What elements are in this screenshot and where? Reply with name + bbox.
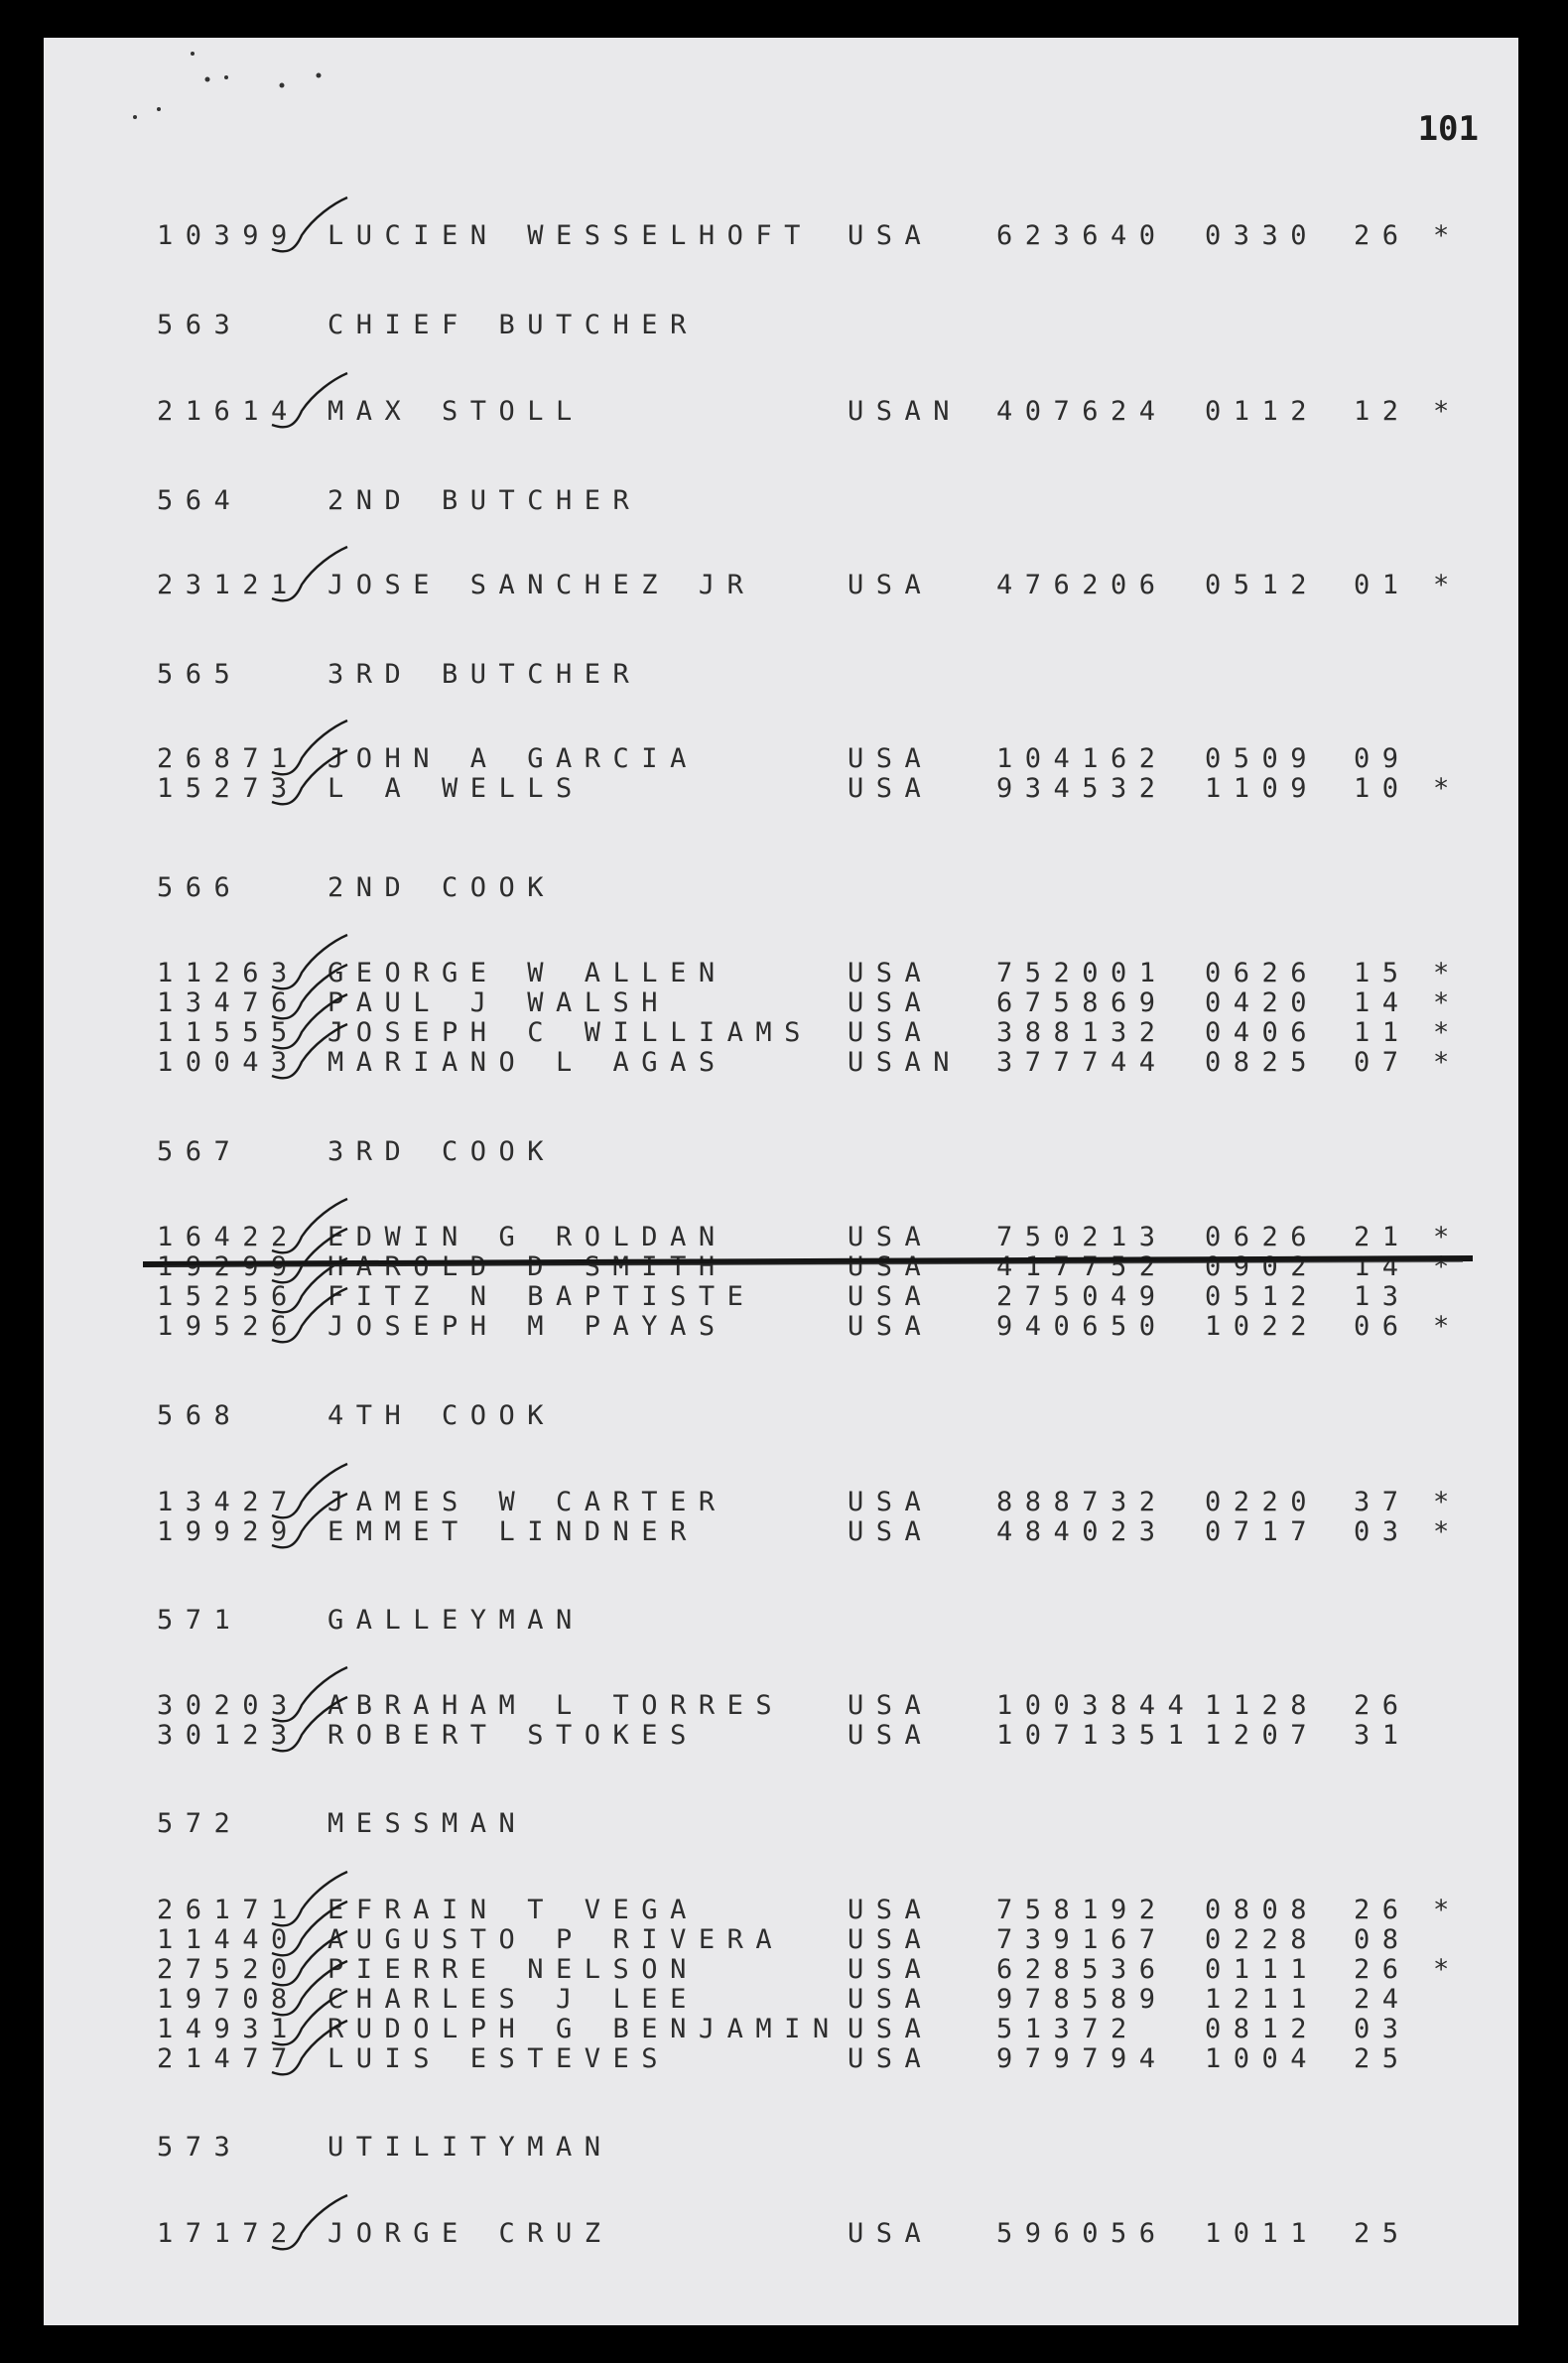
entry-number: 623640 <box>996 220 1168 251</box>
entry-date: 0825 <box>1205 1047 1320 1078</box>
entry-id: 26171 <box>157 1895 300 1925</box>
entry-year: 08 <box>1354 1924 1411 1955</box>
entry-mark: * <box>1433 958 1450 988</box>
check-mark-icon <box>270 748 349 812</box>
entry-name: L A WELLS <box>327 773 585 804</box>
crew-entry-row <box>44 1282 1518 1312</box>
section-code: 568 <box>157 1400 243 1431</box>
section-header <box>44 1137 1518 1167</box>
page-number: 101 <box>1417 109 1479 149</box>
crew-entry-row <box>44 1985 1518 2015</box>
entry-mark: * <box>1433 1222 1450 1252</box>
entry-name: RUDOLPH G BENJAMIN <box>327 2014 842 2044</box>
section-header <box>44 486 1518 516</box>
entry-id: 19526 <box>157 1311 300 1342</box>
section-title: 4TH COOK <box>327 1400 557 1431</box>
crew-entry-row <box>44 2219 1518 2249</box>
entry-date: 0512 <box>1205 570 1320 600</box>
check-mark-icon <box>270 545 349 608</box>
crew-entry-row <box>44 1018 1518 1048</box>
entry-mark: * <box>1433 1311 1450 1342</box>
entry-citizenship: USA <box>848 1984 934 2015</box>
entry-citizenship: USA <box>848 1017 934 1048</box>
section-code: 563 <box>157 310 243 340</box>
entry-citizenship: USA <box>848 743 934 774</box>
entry-year: 14 <box>1354 987 1411 1018</box>
section-title: 3RD COOK <box>327 1136 557 1167</box>
section-code: 566 <box>157 872 243 903</box>
section-header <box>44 311 1518 340</box>
entry-year: 03 <box>1354 1516 1411 1547</box>
entry-number: 934532 <box>996 773 1168 804</box>
check-mark-icon <box>270 2193 349 2257</box>
entry-number: 752001 <box>996 958 1168 988</box>
entry-number: 407624 <box>996 396 1168 427</box>
entry-year: 24 <box>1354 1984 1411 2015</box>
entry-mark: * <box>1433 1047 1450 1078</box>
entry-number: 104162 <box>996 743 1168 774</box>
entry-id: 30203 <box>157 1690 300 1721</box>
entry-number: 675869 <box>996 987 1168 1018</box>
entry-citizenship: USA <box>848 1487 934 1517</box>
entry-mark: * <box>1433 1895 1450 1925</box>
entry-date: 0228 <box>1205 1924 1320 1955</box>
entry-citizenship: USA <box>848 773 934 804</box>
strike-through-line <box>133 1247 1483 1276</box>
entry-name: HAROLD D SMITH <box>327 1251 727 1282</box>
entry-id: 11440 <box>157 1924 300 1955</box>
entry-date: 0330 <box>1205 220 1320 251</box>
entry-name: ABRAHAM L TORRES <box>327 1690 785 1721</box>
entry-citizenship: USA <box>848 1516 934 1547</box>
entry-name: PAUL J WALSH <box>327 987 671 1018</box>
entry-date: 0626 <box>1205 958 1320 988</box>
section-header <box>44 660 1518 690</box>
entry-name: JOSEPH M PAYAS <box>327 1311 727 1342</box>
section-title: 3RD BUTCHER <box>327 659 642 690</box>
entry-citizenship: USA <box>848 1720 934 1751</box>
crew-entry-row <box>44 2015 1518 2044</box>
section-title: CHIEF BUTCHER <box>327 310 699 340</box>
entry-date: 0812 <box>1205 2014 1320 2044</box>
entry-citizenship: USA <box>848 987 934 1018</box>
crew-entry-row <box>44 221 1518 251</box>
entry-id: 19708 <box>157 1984 300 2015</box>
entry-id: 11263 <box>157 958 300 988</box>
entry-date: 0420 <box>1205 987 1320 1018</box>
entry-id: 17172 <box>157 2218 300 2249</box>
crew-entry-row <box>44 571 1518 600</box>
entry-name: JOHN A GARCIA <box>327 743 699 774</box>
entry-year: 06 <box>1354 1311 1411 1342</box>
section-title: MESSMAN <box>327 1808 528 1839</box>
entry-date: 0406 <box>1205 1017 1320 1048</box>
entry-number: 596056 <box>996 2218 1168 2249</box>
entry-year: 07 <box>1354 1047 1411 1078</box>
entry-mark: * <box>1433 987 1450 1018</box>
entry-number: 888732 <box>996 1487 1168 1517</box>
entry-name: LUIS ESTEVES <box>327 2043 671 2074</box>
entry-citizenship: USA <box>848 1311 934 1342</box>
entry-number: 275049 <box>996 1281 1168 1312</box>
check-mark-icon <box>270 371 349 435</box>
entry-date: 0902 <box>1205 1251 1320 1282</box>
entry-date: 0509 <box>1205 743 1320 774</box>
crew-entry-row <box>44 1488 1518 1517</box>
entry-citizenship: USA <box>848 1222 934 1252</box>
entry-number: 476206 <box>996 570 1168 600</box>
entry-citizenship: USA <box>848 2218 934 2249</box>
entry-date: 1022 <box>1205 1311 1320 1342</box>
entry-number: 750213 <box>996 1222 1168 1252</box>
entry-id: 13427 <box>157 1487 300 1517</box>
entry-name: JOSE SANCHEZ JR <box>327 570 756 600</box>
entry-citizenship: USA <box>848 2043 934 2074</box>
entry-year: 12 <box>1354 396 1411 427</box>
entry-date: 0220 <box>1205 1487 1320 1517</box>
entry-year: 25 <box>1354 2218 1411 2249</box>
entry-year: 10 <box>1354 773 1411 804</box>
crew-entry-row <box>44 1048 1518 1078</box>
section-title: GALLEYMAN <box>327 1605 585 1636</box>
entry-number: 1003844 <box>996 1690 1197 1721</box>
crew-entry-row <box>44 1896 1518 1925</box>
section-title: UTILITYMAN <box>327 2132 613 2163</box>
crew-entry-row <box>44 1721 1518 1751</box>
entry-mark: * <box>1433 1251 1450 1282</box>
section-title: 2ND COOK <box>327 872 557 903</box>
entry-date: 0111 <box>1205 1954 1320 1985</box>
entry-citizenship: USAN <box>848 396 963 427</box>
entry-name: AUGUSTO P RIVERA <box>327 1924 785 1955</box>
entry-name: JAMES W CARTER <box>327 1487 727 1517</box>
entry-number: 940650 <box>996 1311 1168 1342</box>
entry-name: MARIANO L AGAS <box>327 1047 727 1078</box>
entry-date: 0112 <box>1205 396 1320 427</box>
entry-number: 978589 <box>996 1984 1168 2015</box>
entry-mark: * <box>1433 220 1450 251</box>
entry-year: 14 <box>1354 1251 1411 1282</box>
entry-id: 23121 <box>157 570 300 600</box>
entry-mark: * <box>1433 396 1450 427</box>
entry-citizenship: USA <box>848 1895 934 1925</box>
entry-citizenship: USA <box>848 1954 934 1985</box>
entry-year: 01 <box>1354 570 1411 600</box>
entry-name: PIERRE NELSON <box>327 1954 699 1985</box>
section-header <box>44 2133 1518 2163</box>
section-code: 572 <box>157 1808 243 1839</box>
entry-number: 979794 <box>996 2043 1168 2074</box>
check-mark-icon <box>270 1695 349 1759</box>
entry-citizenship: USA <box>848 2014 934 2044</box>
entry-name: LUCIEN WESSELHOFT <box>327 220 813 251</box>
entry-mark: * <box>1433 1487 1450 1517</box>
entry-name: JORGE CRUZ <box>327 2218 613 2249</box>
entry-year: 09 <box>1354 743 1411 774</box>
entry-id: 10399 <box>157 220 300 251</box>
entry-citizenship: USA <box>848 1281 934 1312</box>
entry-id: 21477 <box>157 2043 300 2074</box>
entry-id: 30123 <box>157 1720 300 1751</box>
section-code: 567 <box>157 1136 243 1167</box>
entry-id: 27520 <box>157 1954 300 1985</box>
entry-id: 16422 <box>157 1222 300 1252</box>
entry-number: 628536 <box>996 1954 1168 1985</box>
entry-number: 51372 <box>996 2014 1139 2044</box>
entry-year: 26 <box>1354 220 1411 251</box>
document-page <box>44 38 1518 2325</box>
section-header <box>44 873 1518 903</box>
entry-date: 0717 <box>1205 1516 1320 1547</box>
section-title: 2ND BUTCHER <box>327 485 642 516</box>
crew-entry-row <box>44 1517 1518 1547</box>
section-code: 571 <box>157 1605 243 1636</box>
entry-id: 19299 <box>157 1251 300 1282</box>
entry-citizenship: USA <box>848 1251 934 1282</box>
entry-citizenship: USA <box>848 570 934 600</box>
entry-mark: * <box>1433 570 1450 600</box>
crew-entry-row <box>44 1955 1518 1985</box>
section-header <box>44 1606 1518 1636</box>
entry-year: 03 <box>1354 2014 1411 2044</box>
entry-citizenship: USA <box>848 1690 934 1721</box>
ink-specks <box>44 38 441 157</box>
entry-id: 15273 <box>157 773 300 804</box>
check-mark-icon <box>270 1022 349 1086</box>
entry-number: 484023 <box>996 1516 1168 1547</box>
entry-name: MAX STOLL <box>327 396 585 427</box>
entry-id: 26871 <box>157 743 300 774</box>
entry-number: 739167 <box>996 1924 1168 1955</box>
entry-date: 1211 <box>1205 1984 1320 2015</box>
entry-id: 13476 <box>157 987 300 1018</box>
entry-date: 0808 <box>1205 1895 1320 1925</box>
entry-id: 10043 <box>157 1047 300 1078</box>
check-mark-icon <box>270 196 349 259</box>
entry-year: 26 <box>1354 1895 1411 1925</box>
entry-citizenship: USA <box>848 958 934 988</box>
check-mark-icon <box>270 1286 349 1350</box>
entry-citizenship: USA <box>848 220 934 251</box>
entry-date: 0512 <box>1205 1281 1320 1312</box>
entry-citizenship: USA <box>848 1924 934 1955</box>
entry-citizenship: USAN <box>848 1047 963 1078</box>
crew-entry-row <box>44 959 1518 988</box>
check-mark-icon <box>270 2019 349 2082</box>
entry-number: 758192 <box>996 1895 1168 1925</box>
crew-entry-row <box>44 1691 1518 1721</box>
entry-name: GEORGE W ALLEN <box>327 958 727 988</box>
entry-mark: * <box>1433 1017 1450 1048</box>
entry-year: 15 <box>1354 958 1411 988</box>
entry-id: 15256 <box>157 1281 300 1312</box>
entry-year: 37 <box>1354 1487 1411 1517</box>
section-code: 565 <box>157 659 243 690</box>
crew-entry-row <box>44 1925 1518 1955</box>
section-code: 573 <box>157 2132 243 2163</box>
entry-year: 21 <box>1354 1222 1411 1252</box>
entry-mark: * <box>1433 773 1450 804</box>
entry-date: 1011 <box>1205 2218 1320 2249</box>
entry-name: ROBERT STOKES <box>327 1720 699 1751</box>
crew-entry-row <box>44 988 1518 1018</box>
entry-year: 13 <box>1354 1281 1411 1312</box>
entry-number: 377744 <box>996 1047 1168 1078</box>
crew-entry-row <box>44 397 1518 427</box>
check-mark-icon <box>270 1492 349 1555</box>
entry-name: FITZ N BAPTISTE <box>327 1281 756 1312</box>
entry-year: 31 <box>1354 1720 1411 1751</box>
entry-name: EMMET LINDNER <box>327 1516 699 1547</box>
entry-mark: * <box>1433 1516 1450 1547</box>
entry-id: 11555 <box>157 1017 300 1048</box>
entry-date: 1004 <box>1205 2043 1320 2074</box>
entry-date: 1207 <box>1205 1720 1320 1751</box>
crew-entry-row <box>44 774 1518 804</box>
entry-mark: * <box>1433 1954 1450 1985</box>
entry-name: CHARLES J LEE <box>327 1984 699 2015</box>
entry-date: 1128 <box>1205 1690 1320 1721</box>
crew-entry-row <box>44 744 1518 774</box>
entry-number: 388132 <box>996 1017 1168 1048</box>
entry-year: 26 <box>1354 1690 1411 1721</box>
entry-year: 25 <box>1354 2043 1411 2074</box>
entry-id: 14931 <box>157 2014 300 2044</box>
entry-year: 26 <box>1354 1954 1411 1985</box>
crew-entry-row <box>44 1312 1518 1342</box>
entry-name: EDWIN G ROLDAN <box>327 1222 727 1252</box>
section-header <box>44 1809 1518 1839</box>
section-header <box>44 1401 1518 1431</box>
crew-entry-row <box>44 2044 1518 2074</box>
section-code: 564 <box>157 485 243 516</box>
entry-name: JOSEPH C WILLIAMS <box>327 1017 813 1048</box>
entry-id: 19929 <box>157 1516 300 1547</box>
entry-date: 0626 <box>1205 1222 1320 1252</box>
entry-name: EFRAIN T VEGA <box>327 1895 699 1925</box>
entry-number: 1071351 <box>996 1720 1197 1751</box>
entry-number: 417752 <box>996 1251 1168 1282</box>
entry-year: 11 <box>1354 1017 1411 1048</box>
entry-date: 1109 <box>1205 773 1320 804</box>
entry-id: 21614 <box>157 396 300 427</box>
